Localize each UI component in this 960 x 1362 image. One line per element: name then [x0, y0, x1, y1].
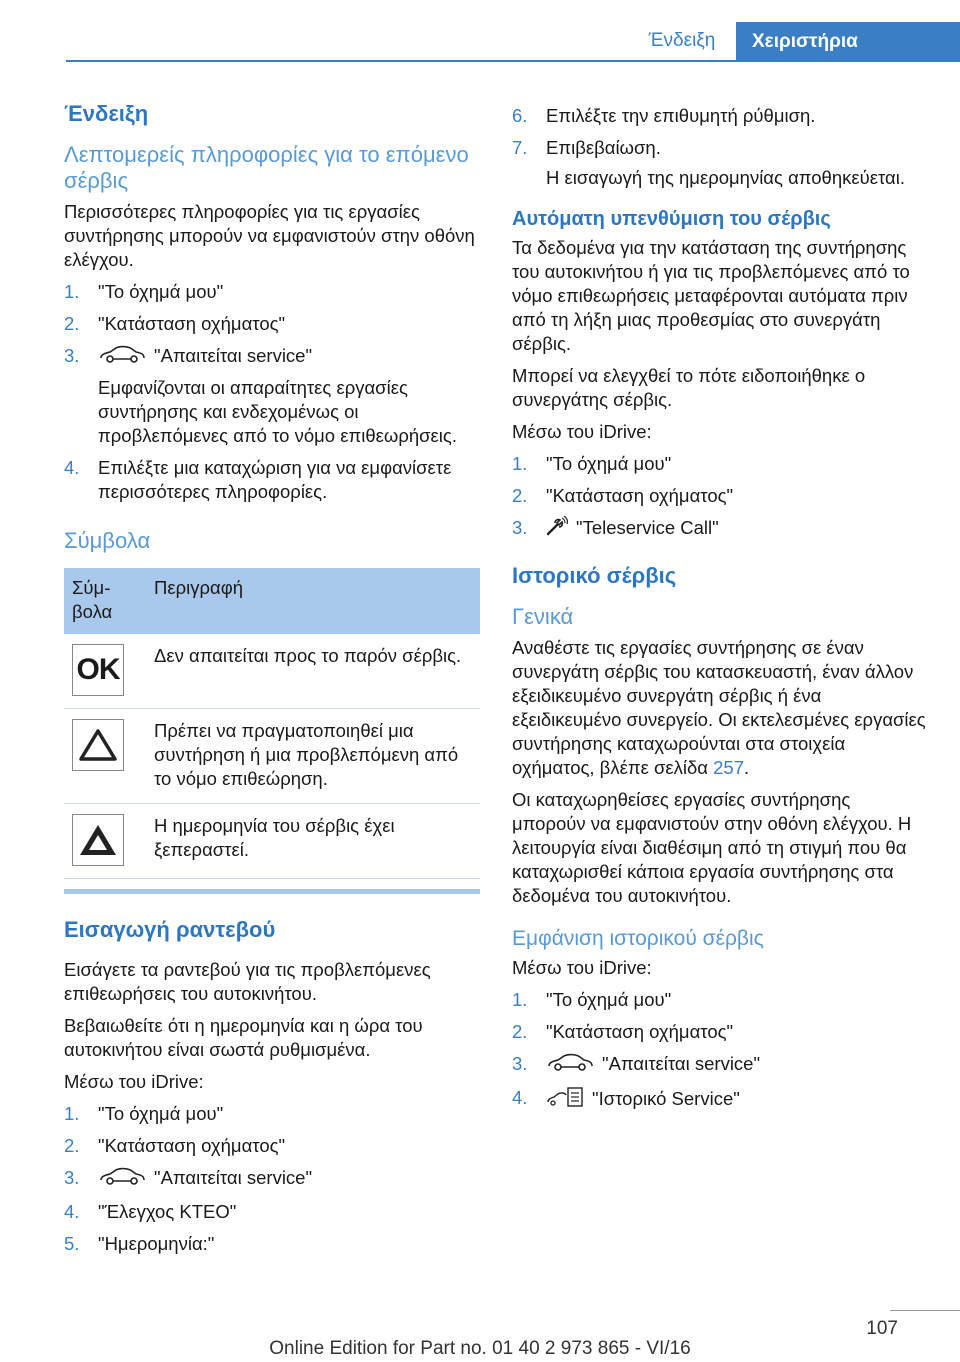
car-service-icon: [98, 344, 146, 370]
appointment-steps: [64, 1102, 480, 1256]
table-header-row: [64, 568, 480, 634]
triangle-outline-icon: [72, 719, 124, 771]
list-item: 2. "Κατάσταση οχήματος": [512, 485, 734, 506]
right-column: [512, 100, 928, 1124]
list-item: 3. "Απαιτείται service": [64, 1166, 480, 1192]
list-item: 6. Επιλέξτε την επιθυμητή ρύθμιση.: [512, 105, 816, 126]
ok-symbol-icon: OK: [72, 644, 124, 696]
table-end-rule: [64, 889, 480, 894]
car-service-icon: [98, 1166, 146, 1192]
appointment-paragraph-1: Εισάγετε τα ραντεβού για τις προβλεπόμενες επιθεωρήσεις του αυτοκινήτου.: [64, 959, 431, 1005]
general-paragraph-2: Οι καταχωρηθείσες εργασίες συντήρησης μπορούν να εμφανιστούν στην οθόνη ελέγχου. Η λειτουργία είναι διαθέσιμη από τη στιγμή που θα καταχωρισθεί κάποια εργασία συντήρησης στα δεδομένα του αυτοκινήτου.: [512, 789, 912, 907]
table-row: [64, 634, 480, 709]
show-history-subtitle: Εμφάνιση ιστορικού σέρβις: [512, 927, 764, 951]
history-steps: [512, 988, 928, 1114]
list-item: 1. "Το όχημά μου": [512, 989, 672, 1011]
triangle-filled-icon: [72, 814, 124, 866]
appointment-title: Εισαγωγή ραντεβού: [64, 917, 276, 943]
list-item: 3. "Teleservice Call": [512, 516, 928, 542]
service-history-title: Ιστορικό σέρβις: [512, 563, 677, 589]
list-item: 3. "Απαιτείται service": [512, 1052, 928, 1078]
general-subtitle: Γενικά: [512, 604, 574, 630]
table-header-description: Περιγραφή: [146, 568, 480, 634]
left-column: [64, 100, 480, 1266]
page-257-link[interactable]: 257: [713, 757, 744, 779]
general-paragraph-1: Αναθέστε τις εργασίες συντήρησης σε έναν συνεργάτη σέρβις του κατασκευαστή, έναν άλλον εξειδικευμένο συνεργάτη σέρβις ή ένα εξειδικευμένο συνεργείο. Οι εκτελεσμένες εργασίες συντήρησης καταχωρούνται στα στοιχεία οχήματος, βλέπε σελίδα 257.: [512, 637, 926, 779]
details-paragraph: Περισσότερες πληροφορίες για τις εργασίες συντήρησης μπορούν να εμφανιστούν στην οθόνη ελέγχου.: [64, 201, 475, 270]
footer-rule: [890, 1310, 960, 1311]
list-item: 4. "Ιστορικό Service": [512, 1086, 928, 1114]
appointment-steps-continued: [512, 104, 928, 190]
page-number: 107: [866, 1318, 898, 1339]
table-cell: Δεν απαιτείται προς το παρόν σέρβις.: [146, 634, 480, 709]
auto-reminder-check: Μπορεί να ελεγχθεί το πότε ειδοποιήθηκε ο συνεργάτης σέρβις.: [512, 365, 866, 410]
table-header-symbol: Σύμ-βολα: [64, 568, 146, 634]
table-cell: Πρέπει να πραγματοποιηθεί μια συντήρηση ή μια προβλεπόμενη από το νόμο επιθεώρηση.: [146, 709, 480, 804]
list-item: 1. "Το όχημά μου": [512, 453, 672, 474]
header-rule: [66, 60, 960, 62]
appointment-paragraph-2: Βεβαιωθείτε ότι η ημερομηνία και η ώρα του αυτοκινήτου είναι σωστά ρυθμισμένα.: [64, 1015, 423, 1061]
details-steps: [64, 280, 480, 504]
table-row: [64, 709, 480, 804]
list-item: 4. "Έλεγχος ΚΤΕΟ": [64, 1201, 237, 1223]
list-item: 3. "Απαιτείται service" Εμφανίζονται οι απαραίτητες εργασίες συντήρησης και ενδεχομένως οι προβλεπόμενες από το νόμο επιθεωρήσεις.: [64, 345, 457, 447]
edition-footer: Online Edition for Part no. 01 40 2 973 865 - VI/16: [269, 1338, 691, 1359]
auto-reminder-paragraph: Τα δεδομένα για την κατάσταση της συντήρησης του αυτοκινήτου ή για τις προβλεπόμενες από το νόμο επιθεωρήσεις μεταφέρονται αυτόματα πριν από τη λήξη μιας προθεσμίας στο συνεργάτη σέρβις.: [512, 237, 910, 354]
car-service-icon: [546, 1052, 594, 1078]
subsection-details-title: Λεπτομερείς πληροφορίες για το επόμενο σέρβις: [64, 142, 469, 193]
symbols-title: Σύμβολα: [64, 528, 151, 554]
list-item: 2. "Κατάσταση οχήματος": [512, 1021, 734, 1043]
symbols-table: [64, 568, 480, 879]
list-item: 2. "Κατάσταση οχήματος": [64, 313, 286, 334]
idrive-intro: Μέσω του iDrive:: [64, 1071, 204, 1093]
idrive-intro: Μέσω του iDrive:: [512, 421, 652, 442]
table-row: [64, 804, 480, 879]
auto-reminder-title: Αυτόματη υπενθύμιση του σέρβις: [512, 208, 831, 230]
chapter-tab[interactable]: Χειριστήρια: [736, 22, 960, 62]
idrive-intro: Μέσω του iDrive:: [512, 957, 652, 979]
list-item: 7. Επιβεβαίωση. Η εισαγωγή της ημερομηνίας αποθηκεύεται.: [512, 137, 905, 188]
section-tab[interactable]: Ένδειξη: [648, 30, 716, 51]
table-cell: Η ημερομηνία του σέρβις έχει ξεπεραστεί.: [146, 804, 480, 879]
page-header: [0, 0, 960, 62]
wrench-signal-icon: [546, 516, 568, 542]
service-history-icon: [546, 1086, 584, 1114]
list-item: 2. "Κατάσταση οχήματος": [64, 1135, 286, 1157]
section-title: Ένδειξη: [64, 101, 149, 126]
teleservice-steps: [512, 452, 928, 542]
list-item: 1. "Το όχημά μου": [64, 1103, 224, 1125]
list-item: 1. "Το όχημά μου": [64, 281, 224, 302]
list-item: 4. Επιλέξτε μια καταχώριση για να εμφανίσετε περισσότερες πληροφορίες.: [64, 457, 452, 503]
list-item: 5. "Ημερομηνία:": [64, 1233, 215, 1255]
